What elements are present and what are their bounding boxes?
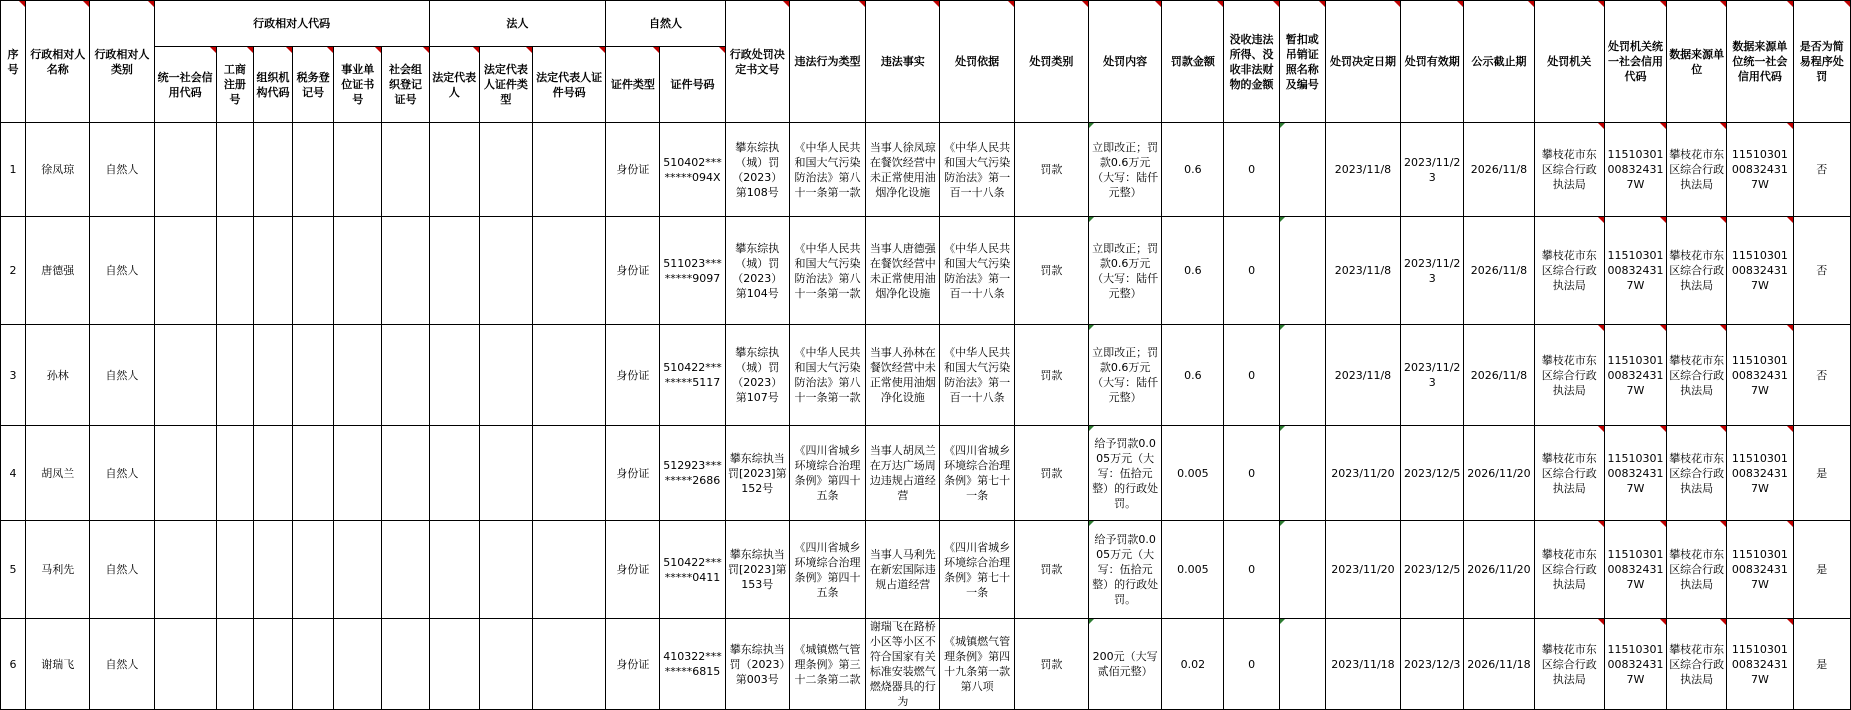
cell-fine: 0.6 bbox=[1162, 325, 1224, 426]
cell-authority-code: 11510301008324317W bbox=[1604, 619, 1666, 710]
cell-idtype: 身份证 bbox=[606, 521, 660, 619]
cell-rep-idtype bbox=[479, 521, 532, 619]
cell-penalty-content: 200元（大写贰佰元整） bbox=[1088, 619, 1161, 710]
cell-inst bbox=[334, 619, 382, 710]
cell-inst bbox=[334, 521, 382, 619]
cell-biz bbox=[216, 217, 253, 325]
cell-name: 谢瑞飞 bbox=[26, 619, 90, 710]
header-basis: 处罚依据 bbox=[940, 1, 1014, 123]
cell-uscc bbox=[154, 619, 216, 710]
header-public-end: 公示截止期 bbox=[1464, 1, 1534, 123]
cell-suspend bbox=[1279, 325, 1325, 426]
header-category: 行政相对人类别 bbox=[90, 1, 154, 123]
cell-idtype: 身份证 bbox=[606, 426, 660, 521]
header-source-code: 数据来源单位统一社会信用代码 bbox=[1727, 1, 1793, 123]
cell-facts: 当事人马利先在新宏国际违规占道经营 bbox=[866, 521, 940, 619]
cell-uscc bbox=[154, 426, 216, 521]
cell-violation-type: 《中华人民共和国大气污染防治法》第八十一条第一款 bbox=[789, 123, 865, 217]
cell-uscc bbox=[154, 123, 216, 217]
cell-rep bbox=[429, 123, 479, 217]
cell-penalty-content: 立即改正；罚款0.6万元（大写：陆仟元整） bbox=[1088, 325, 1161, 426]
cell-org bbox=[253, 325, 292, 426]
cell-social bbox=[382, 619, 429, 710]
cell-decision-date: 2023/11/8 bbox=[1325, 325, 1400, 426]
cell-fine: 0.6 bbox=[1162, 123, 1224, 217]
cell-penalty-type: 罚款 bbox=[1014, 619, 1088, 710]
cell-org bbox=[253, 217, 292, 325]
header-sub-idno: 证件号码 bbox=[660, 47, 725, 123]
cell-tax bbox=[293, 325, 334, 426]
cell-decision-date: 2023/11/20 bbox=[1325, 521, 1400, 619]
cell-seq: 3 bbox=[1, 325, 26, 426]
header-group-natural: 自然人 bbox=[606, 1, 725, 47]
cell-rep-idtype bbox=[479, 426, 532, 521]
cell-idno: 410322********6815 bbox=[660, 619, 725, 710]
cell-tax bbox=[293, 619, 334, 710]
cell-name: 唐德强 bbox=[26, 217, 90, 325]
cell-rep bbox=[429, 619, 479, 710]
cell-org bbox=[253, 521, 292, 619]
header-source: 数据来源单位 bbox=[1667, 1, 1727, 123]
cell-rep-idtype bbox=[479, 325, 532, 426]
cell-authority: 攀枝花市东区综合行政执法局 bbox=[1534, 217, 1604, 325]
cell-fine: 0.02 bbox=[1162, 619, 1224, 710]
cell-seq: 5 bbox=[1, 521, 26, 619]
cell-penalty-content: 立即改正；罚款0.6万元（大写：陆仟元整） bbox=[1088, 217, 1161, 325]
cell-idtype: 身份证 bbox=[606, 325, 660, 426]
cell-suspend bbox=[1279, 521, 1325, 619]
cell-authority-code: 11510301008324317W bbox=[1604, 325, 1666, 426]
cell-source-code: 11510301008324317W bbox=[1727, 521, 1793, 619]
cell-name: 孙林 bbox=[26, 325, 90, 426]
table-row bbox=[1, 521, 1851, 619]
cell-penalty-type: 罚款 bbox=[1014, 426, 1088, 521]
cell-source: 攀枝花市东区综合行政执法局 bbox=[1667, 325, 1727, 426]
cell-decision-date: 2023/11/8 bbox=[1325, 217, 1400, 325]
table-row bbox=[1, 217, 1851, 325]
cell-idtype: 身份证 bbox=[606, 619, 660, 710]
cell-org bbox=[253, 619, 292, 710]
cell-source-code: 11510301008324317W bbox=[1727, 217, 1793, 325]
cell-facts: 谢瑞飞在路桥小区等小区不符合国家有关标准安装燃气燃烧器具的行为 bbox=[866, 619, 940, 710]
cell-violation-type: 《四川省城乡环境综合治理条例》第四十五条 bbox=[789, 426, 865, 521]
cell-basis: 《四川省城乡环境综合治理条例》第七十一条 bbox=[940, 426, 1014, 521]
cell-idno: 511023********9097 bbox=[660, 217, 725, 325]
cell-basis: 《中华人民共和国大气污染防治法》第一百一十八条 bbox=[940, 123, 1014, 217]
cell-rep-idno bbox=[532, 521, 605, 619]
cell-confiscate: 0 bbox=[1224, 325, 1279, 426]
cell-decision-date: 2023/11/18 bbox=[1325, 619, 1400, 710]
table-row bbox=[1, 325, 1851, 426]
cell-authority: 攀枝花市东区综合行政执法局 bbox=[1534, 521, 1604, 619]
cell-confiscate: 0 bbox=[1224, 217, 1279, 325]
cell-decision-date: 2023/11/20 bbox=[1325, 426, 1400, 521]
cell-category: 自然人 bbox=[90, 521, 154, 619]
cell-confiscate: 0 bbox=[1224, 123, 1279, 217]
cell-source-code: 11510301008324317W bbox=[1727, 123, 1793, 217]
cell-biz bbox=[216, 426, 253, 521]
header-sub-idtype: 证件类型 bbox=[606, 47, 660, 123]
header-violation-type: 违法行为类型 bbox=[789, 1, 865, 123]
header-sub-biz: 工商注册号 bbox=[216, 47, 253, 123]
cell-seq: 6 bbox=[1, 619, 26, 710]
cell-idno: 510422********5117 bbox=[660, 325, 725, 426]
cell-penalty-content: 给予罚款0.005万元（大写：伍拾元整）的行政处罚。 bbox=[1088, 426, 1161, 521]
table-row bbox=[1, 123, 1851, 217]
cell-valid-date: 2023/12/5 bbox=[1401, 521, 1464, 619]
cell-name: 马利先 bbox=[26, 521, 90, 619]
header-sub-uscc: 统一社会信用代码 bbox=[154, 47, 216, 123]
header-sub-rep-idtype: 法定代表人证件类型 bbox=[479, 47, 532, 123]
cell-idtype: 身份证 bbox=[606, 123, 660, 217]
cell-category: 自然人 bbox=[90, 325, 154, 426]
cell-valid-date: 2023/12/3 bbox=[1401, 619, 1464, 710]
cell-inst bbox=[334, 217, 382, 325]
cell-idno: 510402********094X bbox=[660, 123, 725, 217]
cell-penalty-type: 罚款 bbox=[1014, 521, 1088, 619]
cell-source: 攀枝花市东区综合行政执法局 bbox=[1667, 217, 1727, 325]
cell-rep-idno bbox=[532, 619, 605, 710]
cell-inst bbox=[334, 123, 382, 217]
cell-seq: 2 bbox=[1, 217, 26, 325]
cell-violation-type: 《中华人民共和国大气污染防治法》第八十一条第一款 bbox=[789, 325, 865, 426]
cell-fine: 0.005 bbox=[1162, 426, 1224, 521]
cell-category: 自然人 bbox=[90, 426, 154, 521]
cell-source-code: 11510301008324317W bbox=[1727, 619, 1793, 710]
cell-confiscate: 0 bbox=[1224, 521, 1279, 619]
cell-biz bbox=[216, 521, 253, 619]
header-sub-org: 组织机构代码 bbox=[253, 47, 292, 123]
cell-source: 攀枝花市东区综合行政执法局 bbox=[1667, 619, 1727, 710]
cell-fine: 0.005 bbox=[1162, 521, 1224, 619]
cell-idtype: 身份证 bbox=[606, 217, 660, 325]
header-penalty-content: 处罚内容 bbox=[1088, 1, 1161, 123]
cell-penalty-content: 立即改正；罚款0.6万元（大写：陆仟元整） bbox=[1088, 123, 1161, 217]
cell-tax bbox=[293, 217, 334, 325]
cell-rep-idtype bbox=[479, 217, 532, 325]
cell-category: 自然人 bbox=[90, 619, 154, 710]
cell-penalty-type: 罚款 bbox=[1014, 123, 1088, 217]
header-simple: 是否为简易程序处罚 bbox=[1793, 1, 1850, 123]
cell-rep bbox=[429, 521, 479, 619]
header-sub-social: 社会组织登记证号 bbox=[382, 47, 429, 123]
cell-rep bbox=[429, 426, 479, 521]
header-authority: 处罚机关 bbox=[1534, 1, 1604, 123]
cell-biz bbox=[216, 325, 253, 426]
cell-basis: 《城镇燃气管理条例》第四十九条第一款第八项 bbox=[940, 619, 1014, 710]
header-fine: 罚款金额 bbox=[1162, 1, 1224, 123]
header-confiscate: 没收违法所得、没收非法财物的金额 bbox=[1224, 1, 1279, 123]
cell-org bbox=[253, 426, 292, 521]
table-row bbox=[1, 426, 1851, 521]
cell-name: 胡凤兰 bbox=[26, 426, 90, 521]
cell-org bbox=[253, 123, 292, 217]
cell-uscc bbox=[154, 217, 216, 325]
cell-public-end: 2026/11/20 bbox=[1464, 426, 1534, 521]
cell-idno: 512923********2686 bbox=[660, 426, 725, 521]
header-authority-code: 处罚机关统一社会信用代码 bbox=[1604, 1, 1666, 123]
cell-rep-idno bbox=[532, 325, 605, 426]
cell-rep-idtype bbox=[479, 123, 532, 217]
header-group-legal: 法人 bbox=[429, 1, 606, 47]
cell-facts: 当事人唐德强在餐饮经营中未正常使用油烟净化设施 bbox=[866, 217, 940, 325]
cell-doc-no: 攀东综执（城）罚（2023）第107号 bbox=[725, 325, 789, 426]
cell-simple: 是 bbox=[1793, 619, 1850, 710]
table-row bbox=[1, 619, 1851, 710]
header-sub-rep-idno: 法定代表人证件号码 bbox=[532, 47, 605, 123]
header-name: 行政相对人名称 bbox=[26, 1, 90, 123]
cell-authority-code: 11510301008324317W bbox=[1604, 521, 1666, 619]
cell-authority: 攀枝花市东区综合行政执法局 bbox=[1534, 426, 1604, 521]
cell-facts: 当事人徐凤琼在餐饮经营中未正常使用油烟净化设施 bbox=[866, 123, 940, 217]
cell-doc-no: 攀东综执（城）罚（2023）第104号 bbox=[725, 217, 789, 325]
cell-authority: 攀枝花市东区综合行政执法局 bbox=[1534, 325, 1604, 426]
cell-source-code: 11510301008324317W bbox=[1727, 426, 1793, 521]
header-decision-date: 处罚决定日期 bbox=[1325, 1, 1400, 123]
cell-source-code: 11510301008324317W bbox=[1727, 325, 1793, 426]
header-row-1 bbox=[1, 1, 1851, 47]
cell-public-end: 2026/11/20 bbox=[1464, 521, 1534, 619]
cell-public-end: 2026/11/8 bbox=[1464, 217, 1534, 325]
cell-simple: 是 bbox=[1793, 521, 1850, 619]
cell-inst bbox=[334, 426, 382, 521]
cell-violation-type: 《城镇燃气管理条例》第三十二条第二款 bbox=[789, 619, 865, 710]
cell-penalty-type: 罚款 bbox=[1014, 325, 1088, 426]
cell-name: 徐凤琼 bbox=[26, 123, 90, 217]
cell-social bbox=[382, 426, 429, 521]
header-valid-date: 处罚有效期 bbox=[1401, 1, 1464, 123]
cell-suspend bbox=[1279, 426, 1325, 521]
cell-doc-no: 攀东综执当罚[2023]第153号 bbox=[725, 521, 789, 619]
cell-penalty-type: 罚款 bbox=[1014, 217, 1088, 325]
header-group-code: 行政相对人代码 bbox=[154, 1, 429, 47]
header-sub-tax: 税务登记号 bbox=[293, 47, 334, 123]
cell-authority: 攀枝花市东区综合行政执法局 bbox=[1534, 123, 1604, 217]
cell-rep-idno bbox=[532, 217, 605, 325]
cell-valid-date: 2023/11/23 bbox=[1401, 217, 1464, 325]
cell-rep-idno bbox=[532, 426, 605, 521]
header-sub-inst: 事业单位证书号 bbox=[334, 47, 382, 123]
cell-tax bbox=[293, 426, 334, 521]
cell-simple: 否 bbox=[1793, 217, 1850, 325]
header-sub-rep: 法定代表人 bbox=[429, 47, 479, 123]
cell-seq: 4 bbox=[1, 426, 26, 521]
cell-rep-idno bbox=[532, 123, 605, 217]
cell-facts: 当事人胡凤兰在万达广场周边违规占道经营 bbox=[866, 426, 940, 521]
cell-valid-date: 2023/11/23 bbox=[1401, 325, 1464, 426]
cell-inst bbox=[334, 325, 382, 426]
cell-simple: 是 bbox=[1793, 426, 1850, 521]
cell-violation-type: 《四川省城乡环境综合治理条例》第四十五条 bbox=[789, 521, 865, 619]
cell-social bbox=[382, 123, 429, 217]
cell-authority-code: 11510301008324317W bbox=[1604, 426, 1666, 521]
cell-doc-no: 攀东综执（城）罚（2023）第108号 bbox=[725, 123, 789, 217]
cell-suspend bbox=[1279, 123, 1325, 217]
table-body bbox=[1, 123, 1851, 710]
cell-confiscate: 0 bbox=[1224, 619, 1279, 710]
cell-biz bbox=[216, 619, 253, 710]
cell-source: 攀枝花市东区综合行政执法局 bbox=[1667, 123, 1727, 217]
cell-fine: 0.6 bbox=[1162, 217, 1224, 325]
cell-facts: 当事人孙林在餐饮经营中未正常使用油烟净化设施 bbox=[866, 325, 940, 426]
cell-uscc bbox=[154, 325, 216, 426]
cell-suspend bbox=[1279, 217, 1325, 325]
cell-simple: 否 bbox=[1793, 325, 1850, 426]
cell-uscc bbox=[154, 521, 216, 619]
cell-category: 自然人 bbox=[90, 217, 154, 325]
cell-authority-code: 11510301008324317W bbox=[1604, 123, 1666, 217]
cell-confiscate: 0 bbox=[1224, 426, 1279, 521]
header-penalty-type: 处罚类别 bbox=[1014, 1, 1088, 123]
header-seq: 序号 bbox=[1, 1, 26, 123]
cell-authority: 攀枝花市东区综合行政执法局 bbox=[1534, 619, 1604, 710]
cell-doc-no: 攀东综执当罚[2023]第152号 bbox=[725, 426, 789, 521]
header-suspend: 暂扣或吊销证照名称及编号 bbox=[1279, 1, 1325, 123]
cell-social bbox=[382, 521, 429, 619]
cell-social bbox=[382, 325, 429, 426]
cell-source: 攀枝花市东区综合行政执法局 bbox=[1667, 426, 1727, 521]
cell-seq: 1 bbox=[1, 123, 26, 217]
cell-rep-idtype bbox=[479, 619, 532, 710]
cell-valid-date: 2023/12/5 bbox=[1401, 426, 1464, 521]
cell-rep bbox=[429, 217, 479, 325]
cell-idno: 510422********0411 bbox=[660, 521, 725, 619]
header-facts: 违法事实 bbox=[866, 1, 940, 123]
cell-category: 自然人 bbox=[90, 123, 154, 217]
cell-decision-date: 2023/11/8 bbox=[1325, 123, 1400, 217]
cell-doc-no: 攀东综执当罚（2023）第003号 bbox=[725, 619, 789, 710]
cell-source: 攀枝花市东区综合行政执法局 bbox=[1667, 521, 1727, 619]
cell-basis: 《中华人民共和国大气污染防治法》第一百一十八条 bbox=[940, 325, 1014, 426]
cell-social bbox=[382, 217, 429, 325]
cell-rep bbox=[429, 325, 479, 426]
cell-suspend bbox=[1279, 619, 1325, 710]
cell-authority-code: 11510301008324317W bbox=[1604, 217, 1666, 325]
cell-biz bbox=[216, 123, 253, 217]
cell-tax bbox=[293, 123, 334, 217]
cell-basis: 《中华人民共和国大气污染防治法》第一百一十八条 bbox=[940, 217, 1014, 325]
cell-public-end: 2026/11/8 bbox=[1464, 123, 1534, 217]
cell-penalty-content: 给予罚款0.005万元（大写：伍拾元整）的行政处罚。 bbox=[1088, 521, 1161, 619]
cell-basis: 《四川省城乡环境综合治理条例》第七十一条 bbox=[940, 521, 1014, 619]
cell-valid-date: 2023/11/23 bbox=[1401, 123, 1464, 217]
cell-public-end: 2026/11/18 bbox=[1464, 619, 1534, 710]
header-doc-no: 行政处罚决定书文号 bbox=[725, 1, 789, 123]
cell-simple: 否 bbox=[1793, 123, 1850, 217]
cell-public-end: 2026/11/8 bbox=[1464, 325, 1534, 426]
cell-tax bbox=[293, 521, 334, 619]
cell-violation-type: 《中华人民共和国大气污染防治法》第八十一条第一款 bbox=[789, 217, 865, 325]
